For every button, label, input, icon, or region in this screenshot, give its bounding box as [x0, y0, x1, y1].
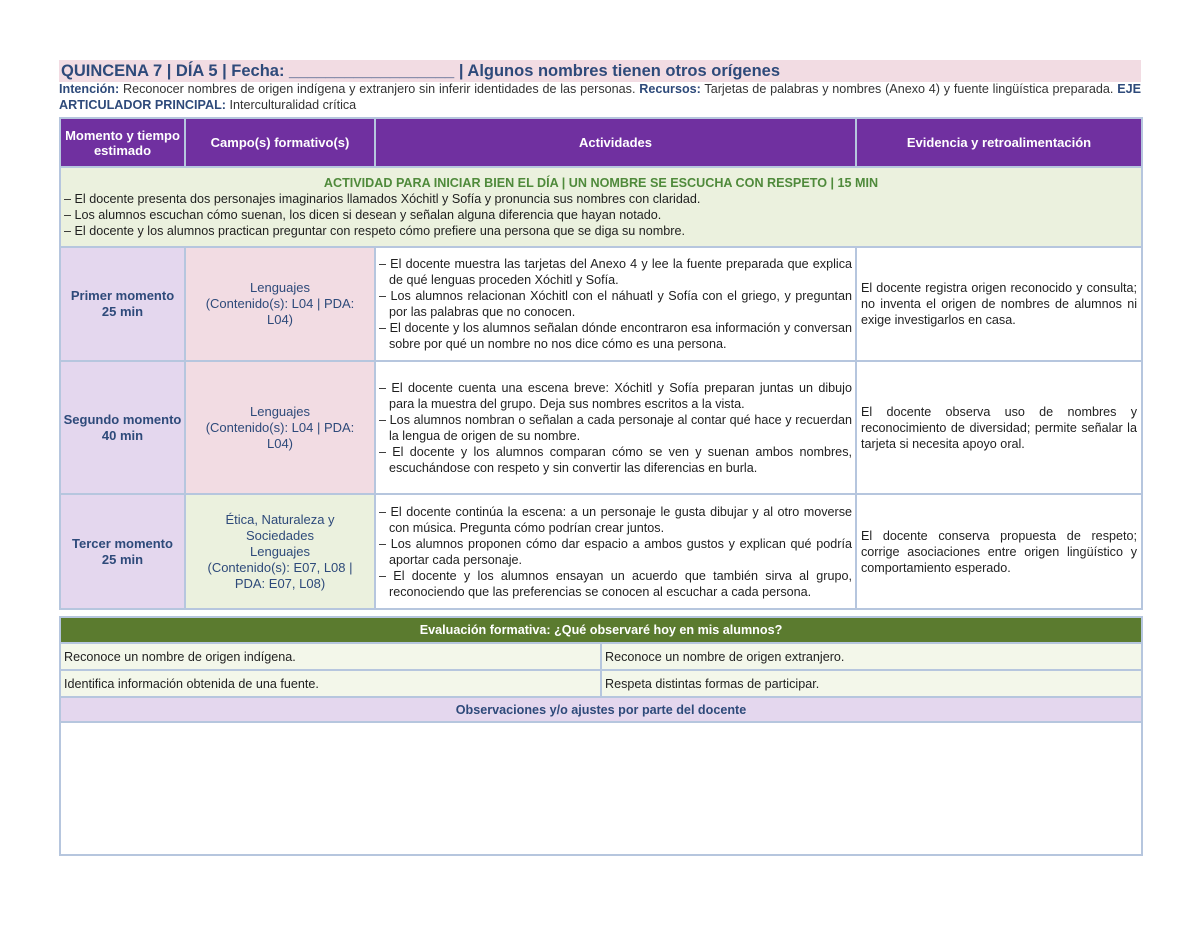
evaluation-item: Reconoce un nombre de origen indígena. — [60, 643, 601, 670]
list-item: – El docente y los alumnos ensayan un acuerdo que también sirva al grupo, reconociendo que las preferencias se conocen al escuchar a cada persona. — [379, 568, 852, 599]
table-row — [60, 247, 1142, 361]
intencion-label: Intención: — [59, 82, 120, 96]
list-item: – El docente y los alumnos comparan cómo se ven y suenan ambos nombres, escuchándose con respeto y sin convertir las diferencias en burla. — [379, 444, 852, 475]
list-item: – Los alumnos nombran o señalan a cada personaje al contar qué hace y recuerdan la lengua de origen de su nombre. — [379, 412, 852, 443]
evidence-cell: El docente observa uso de nombres y reconocimiento de diversidad; permite señalar la tarjeta si necesita apoyo oral. — [856, 361, 1142, 494]
list-item: – El docente cuenta una escena breve: Xóchitl y Sofía preparan juntas un dibujo para la muestra del grupo. Deja sus nombres escritos a la vista. — [379, 380, 852, 411]
opening-title: ACTIVIDAD PARA INICIAR BIEN EL DÍA | UN NOMBRE SE ESCUCHA CON RESPETO | 15 MIN — [323, 176, 879, 190]
campo-cell — [185, 361, 375, 494]
evaluation-item: Reconoce un nombre de origen extranjero. — [601, 643, 1142, 670]
momento-cell — [60, 247, 185, 361]
col-header-evidencia: Evidencia y retroalimentación — [856, 118, 1142, 167]
recursos-text: Tarjetas de palabras y nombres (Anexo 4) y fuente lingüística preparada. — [704, 82, 1114, 96]
recursos-label: Recursos: — [639, 82, 701, 96]
list-item: – Los alumnos escuchan cómo suenan, los dicen si desean y señalan alguna diferencia que hayan notado. — [64, 208, 662, 222]
list-item: – El docente y los alumnos practican preguntar con respeto cómo prefiere una persona que se diga su nombre. — [64, 224, 685, 238]
momento-cell — [60, 361, 185, 494]
opening-row — [60, 167, 1142, 247]
campo-cell — [185, 247, 375, 361]
evaluation-item: Identifica información obtenida de una fuente. — [60, 670, 601, 697]
intencion-text: Reconocer nombres de origen indígena y extranjero sin inferir identidades de las personas. — [122, 82, 636, 96]
list-item: – El docente muestra las tarjetas del Anexo 4 y lee la fuente preparada que explica de qué lenguas proceden Xóchitl y Sofía. — [379, 257, 852, 287]
campo-label: Lenguajes (Contenido(s): L04 | PDA: L04) — [205, 280, 355, 327]
planning-sheet — [59, 60, 1141, 856]
intention-block — [59, 82, 1141, 113]
evidence-cell: El docente registra origen reconocido y consulta; no inventa el origen de nombres de alumnos ni exige investigarlos en casa. — [856, 247, 1142, 361]
table-header-row — [60, 118, 1142, 167]
list-item: – El docente y los alumnos señalan dónde encontraron esa información y conversan sobre por qué un nombre no nos dice cómo es una persona. — [379, 321, 852, 351]
list-item: – El docente continúa la escena: a un personaje le gusta dibujar y al otro moverse con música. Pregunta cómo podrían crear juntos. — [379, 504, 852, 535]
opening-activity — [60, 167, 1142, 247]
evaluation-item: Respeta distintas formas de participar. — [601, 670, 1142, 697]
campo-label: Lenguajes (Contenido(s): L04 | PDA: L04) — [205, 403, 355, 451]
table-row — [60, 361, 1142, 494]
col-header-actividades: Actividades — [375, 118, 856, 167]
activities-cell — [375, 361, 856, 494]
list-item: – El docente presenta dos personajes imaginarios llamados Xóchitl y Sofía y pronuncia sus nombres con claridad. — [64, 192, 701, 206]
eje-label: EJE ARTICULADOR PRINCIPAL: — [59, 82, 1142, 112]
campo-label: Ética, Naturaleza y Sociedades Lenguajes (Contenido(s): E07, L08 | PDA: E07, L08) — [207, 511, 353, 591]
momento-label: Segundo momento 40 min — [63, 411, 182, 443]
momento-label: Tercer momento 25 min — [72, 535, 173, 567]
col-header-campo: Campo(s) formativo(s) — [185, 118, 375, 167]
evaluation-table — [59, 616, 1143, 856]
eje-text: Interculturalidad crítica — [229, 97, 357, 112]
activities-cell — [375, 247, 856, 361]
observations-title: Observaciones y/o ajustes por parte del docente — [60, 697, 1142, 722]
activities-cell — [375, 494, 856, 609]
activities-table — [59, 117, 1143, 610]
list-item: – Los alumnos relacionan Xóchitl con el náhuatl y Sofía con el griego, y preguntan por las palabras que no conocen. — [379, 289, 852, 319]
list-item: – Los alumnos proponen cómo dar espacio a ambos gustos y explican qué podría aportar cada personaje. — [379, 536, 852, 567]
col-header-momento: Momento y tiempo estimado — [60, 118, 185, 167]
observations-area[interactable] — [60, 722, 1142, 855]
campo-cell — [185, 494, 375, 609]
page-title: QUINCENA 7 | DÍA 5 | Fecha: __________________ | Algunos nombres tienen otros orígenes — [59, 60, 1141, 82]
table-row — [60, 494, 1142, 609]
evaluation-title: Evaluación formativa: ¿Qué observaré hoy en mis alumnos? — [60, 617, 1142, 643]
evidence-cell: El docente conserva propuesta de respeto; corrige asociaciones entre origen lingüístico y comportamiento esperado. — [856, 494, 1142, 609]
momento-cell — [60, 494, 185, 609]
momento-label: Primer momento 25 min — [70, 288, 175, 319]
